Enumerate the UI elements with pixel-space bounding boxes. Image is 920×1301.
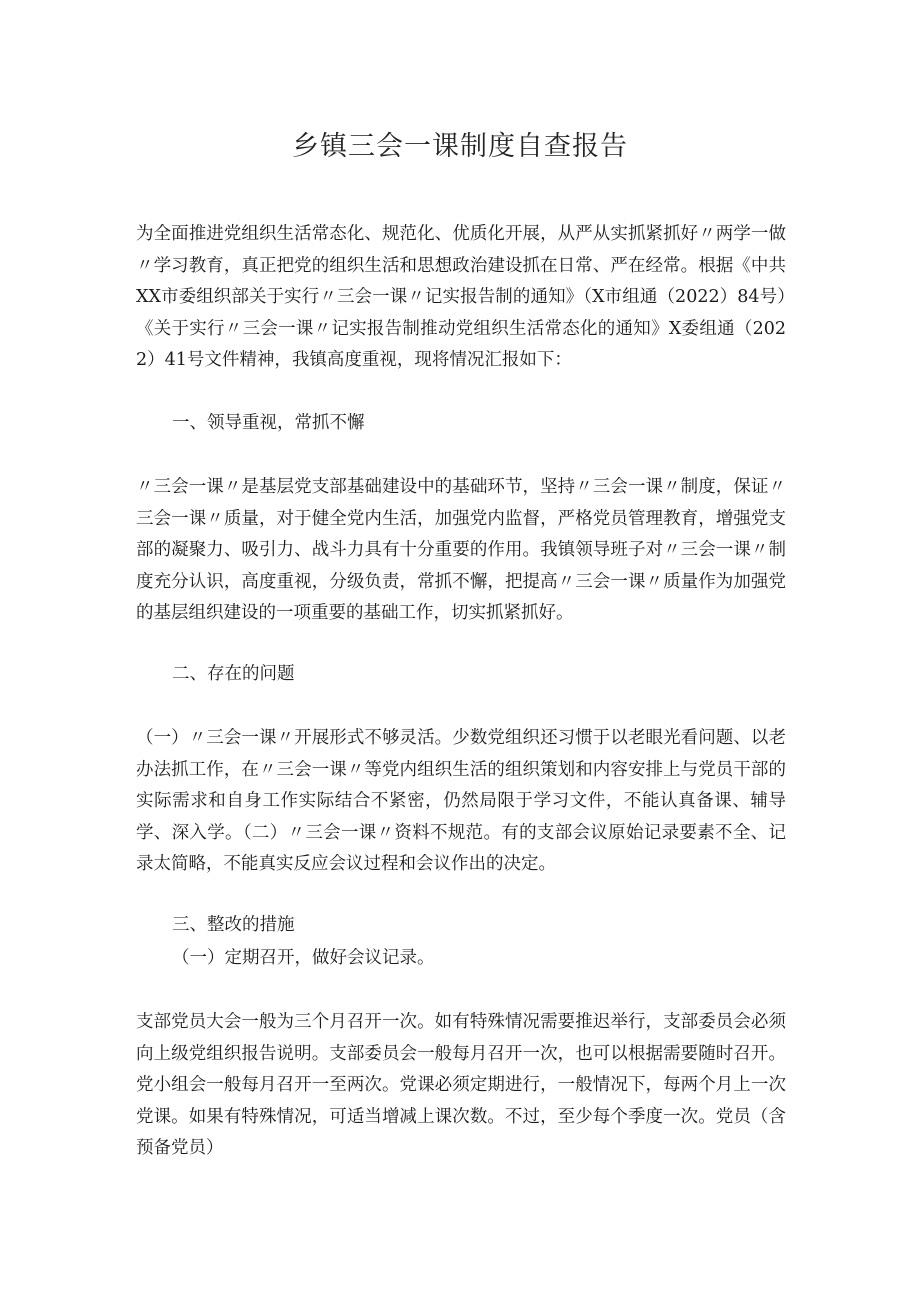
section3-heading: 三、整改的措施 bbox=[172, 915, 295, 935]
section1-heading: 一、领导重视，常抓不懈 bbox=[172, 413, 365, 433]
section2-heading: 二、存在的问题 bbox=[172, 664, 295, 684]
document-title: 乡镇三会一课制度自查报告 bbox=[292, 131, 628, 162]
intro-paragraph: 为全面推进党组织生活常态化、规范化、优质化开展，从严从实抓紧抓好〃两学一做〃学习教育，真正把党的组织生活和思想政治建设抓在日常、严在经常。根据《中共XX市委组织部关于实行〃三会一课〃记实报告制的通知》（X市组通（2022）84号）《关于实行〃三会一课〃记实报告制推动党组织生活常态化的通知》X委组通（2022）41号文件精神，我镇高度重视，现将情况汇报如下： bbox=[136, 224, 786, 370]
section3-subheading: （一）定期召开，做好会议记录。 bbox=[172, 948, 435, 968]
section2-paragraph: （一）〃三会一课〃开展形式不够灵活。少数党组织还习惯于以老眼光看问题、以老办法抓工作，在〃三会一课〃等党内组织生活的组织策划和内容安排上与党员干部的实际需求和自身工作实际结合不紧密，仍然局限于学习文件，不能认真备课、辅导学、深入学。（二）〃三会一课〃资料不规范。有的支部会议原始记录要素不全、记录太简略，不能真实反应会议过程和会议作出的决定。 bbox=[136, 728, 786, 874]
section3-paragraph: 支部党员大会一般为三个月召开一次。如有特殊情况需要推迟举行，支部委员会必须向上级党组织报告说明。支部委员会一般每月召开一次，也可以根据需要随时召开。党小组会一般每月召开一至两次。党课必须定期进行，一般情况下，每两个月上一次党课。如果有特殊情况，可适当增减上课次数。不过，至少每个季度一次。党员（含预备党员） bbox=[136, 1012, 786, 1158]
section1-paragraph: 〃三会一课〃是基层党支部基础建设中的基础环节，坚持〃三会一课〃制度，保证〃三会一课〃质量，对于健全党内生活，加强党内监督，严格党员管理教育，增强党支部的凝聚力、吸引力、战斗力具有十分重要的作用。我镇领导班子对〃三会一课〃制度充分认识，高度重视，分级负责，常抓不懈，把提高〃三会一课〃质量作为加强党的基层组织建设的一项重要的基础工作，切实抓紧抓好。 bbox=[136, 477, 786, 623]
